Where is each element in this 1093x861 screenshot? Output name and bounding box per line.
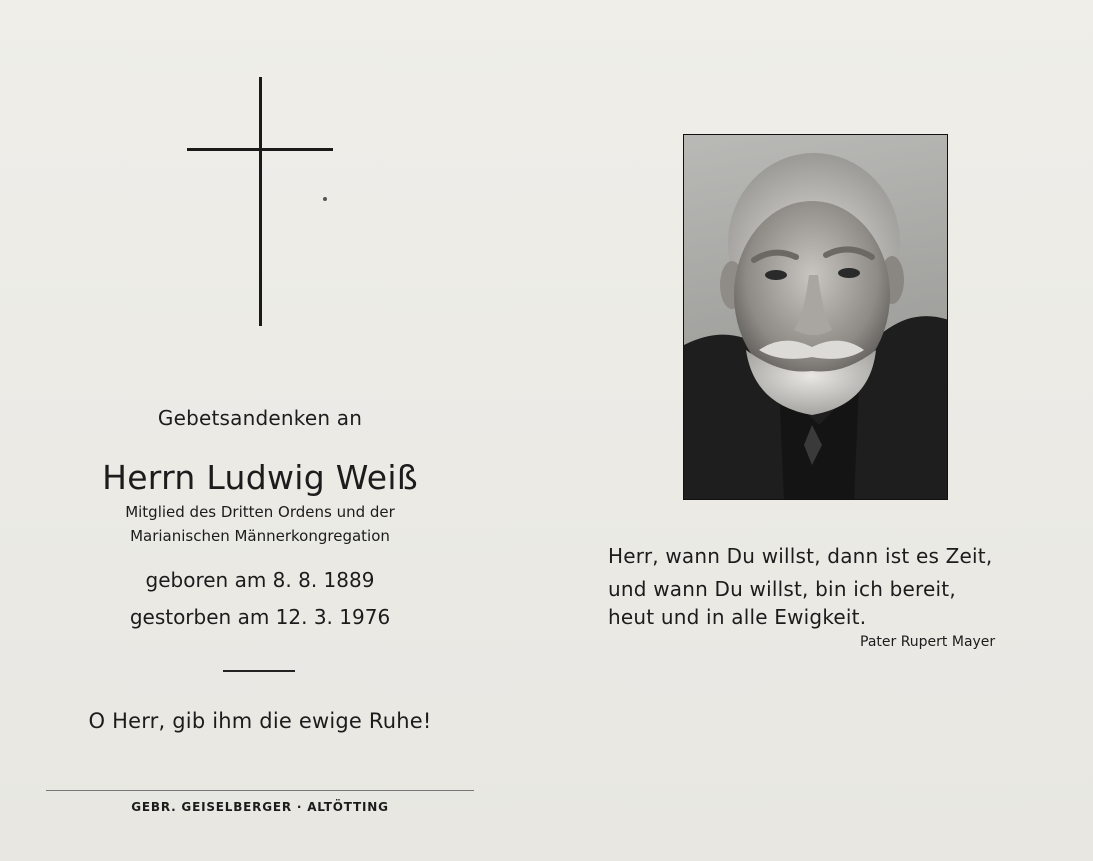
intro-text: Gebetsandenken an [157,406,363,430]
cross-icon [259,77,262,326]
death-date: gestorben am 12. 3. 1976 [129,605,391,629]
printer-rule [46,790,474,791]
portrait-photo [683,134,948,500]
divider [223,670,295,672]
membership-line-2: Marianischen Männerkongregation [130,527,390,545]
poem-line-1: Herr, wann Du willst, dann ist es Zeit, [608,544,993,568]
poem-line-3: heut und in alle Ewigkeit. [608,605,867,629]
membership-line-1: Mitglied des Dritten Ordens und der [125,503,395,521]
poem-author: Pater Rupert Mayer [860,634,996,650]
cross-icon-bar [187,148,333,151]
printer-imprint: GEBR. GEISELBERGER · ALTÖTTING [131,800,389,814]
poem-line-2: und wann Du willst, bin ich bereit, [608,577,956,601]
dot-mark [323,197,327,201]
deceased-name: Herrn Ludwig Weiß [102,458,418,497]
prayer-text: O Herr, gib ihm die ewige Ruhe! [88,709,432,733]
birth-date: geboren am 8. 8. 1889 [145,568,375,592]
